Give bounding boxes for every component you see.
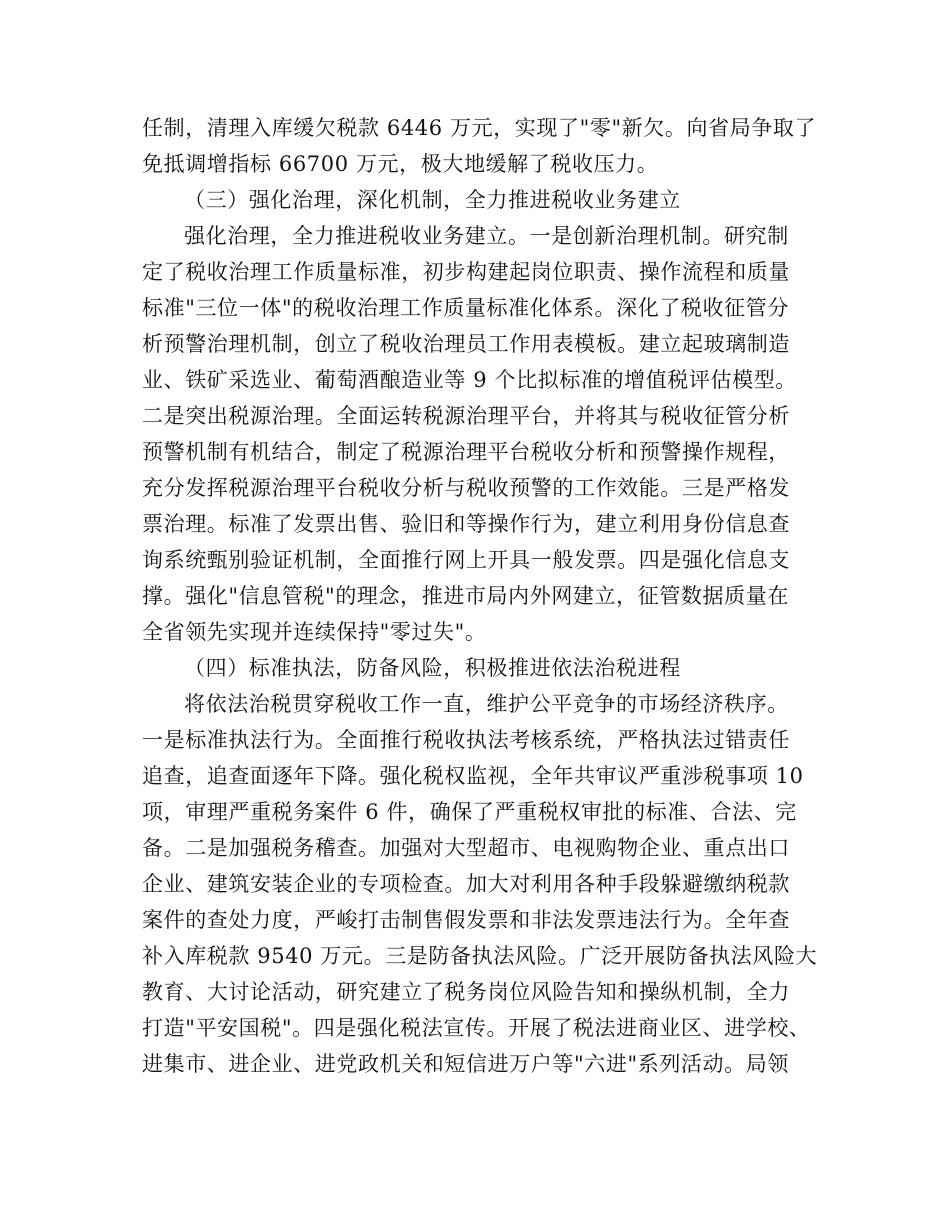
text-line: 进集市、进企业、进党政机关和短信进万户等"六进"系列活动。局领 [142,1052,789,1076]
text-line: 询系统甄别验证机制，全面推行网上开具一般发票。四是强化信息支 [142,548,790,572]
text-line: 预警机制有机结合，制定了税源治理平台税收分析和预警操作规程， [142,440,790,464]
section-heading: （四）标准执法，防备风险，积极推进依法治税进程 [184,656,681,680]
text-line: 教育、大讨论活动，研究建立了税务岗位风险告知和操纵机制，全力 [142,980,790,1004]
text-line: 企业、建筑安装企业的专项检查。加大对利用各种手段躲避缴纳税款 [142,872,790,896]
text-line: 标准"三位一体"的税收治理工作质量标准化体系。深化了税收征管分 [142,296,789,320]
text-line: 项，审理严重税务案件 6 件，确保了严重税权审批的标准、合法、完 [142,800,797,824]
text-line: 全省领先实现并连续保持"零过失"。 [142,620,487,644]
section-heading: （三）强化治理，深化机制，全力推进税收业务建立 [184,188,681,212]
text-line: 票治理。标准了发票出售、验旧和等操作行为，建立利用身份信息查 [142,512,790,536]
text-line: 一是标准执法行为。全面推行税收执法考核系统，严格执法过错责任 [142,728,790,752]
text-line: 案件的查处力度，严峻打击制售假发票和非法发票违法行为。全年查 [142,908,790,932]
text-line: 撑。强化"信息管税"的理念，推进市局内外网建立，征管数据质量在 [142,584,789,608]
text-line: 析预警治理机制，创立了税收治理员工作用表模板。建立起玻璃制造 [142,332,790,356]
paragraph-first-line: 将依法治税贯穿税收工作一直，维护公平竞争的市场经济秩序。 [184,692,789,716]
text-line: 补入库税款 9540 万元。三是防备执法风险。广泛开展防备执法风险大 [142,944,818,968]
text-line: 定了税收治理工作质量标准，初步构建起岗位职责、操作流程和质量 [142,260,790,284]
text-line: 备。二是加强税务稽查。加强对大型超市、电视购物企业、重点出口 [142,836,790,860]
text-line: 任制，清理入库缓欠税款 6446 万元，实现了"零"新欠。向省局争取了 [142,116,817,140]
body-text [142,110,832,1082]
text-line: 追查，追查面逐年下降。强化税权监视，全年共审议严重涉税事项 10 [142,764,804,788]
text-line: 免抵调增指标 66700 万元，极大地缓解了税收压力。 [142,152,659,176]
text-line: 充分发挥税源治理平台税收分析与税收预警的工作效能。三是严格发 [142,476,790,500]
text-line: 业、铁矿采选业、葡萄酒酿造业等 9 个比拟标准的增值税评估模型。 [142,368,797,392]
text-line: 打造"平安国税"。四是强化税法宣传。开展了税法进商业区、进学校、 [142,1016,811,1040]
paragraph-first-line: 强化治理，全力推进税收业务建立。一是创新治理机制。研究制 [184,224,789,248]
text-line: 二是突出税源治理。全面运转税源治理平台，并将其与税收征管分析 [142,404,790,428]
